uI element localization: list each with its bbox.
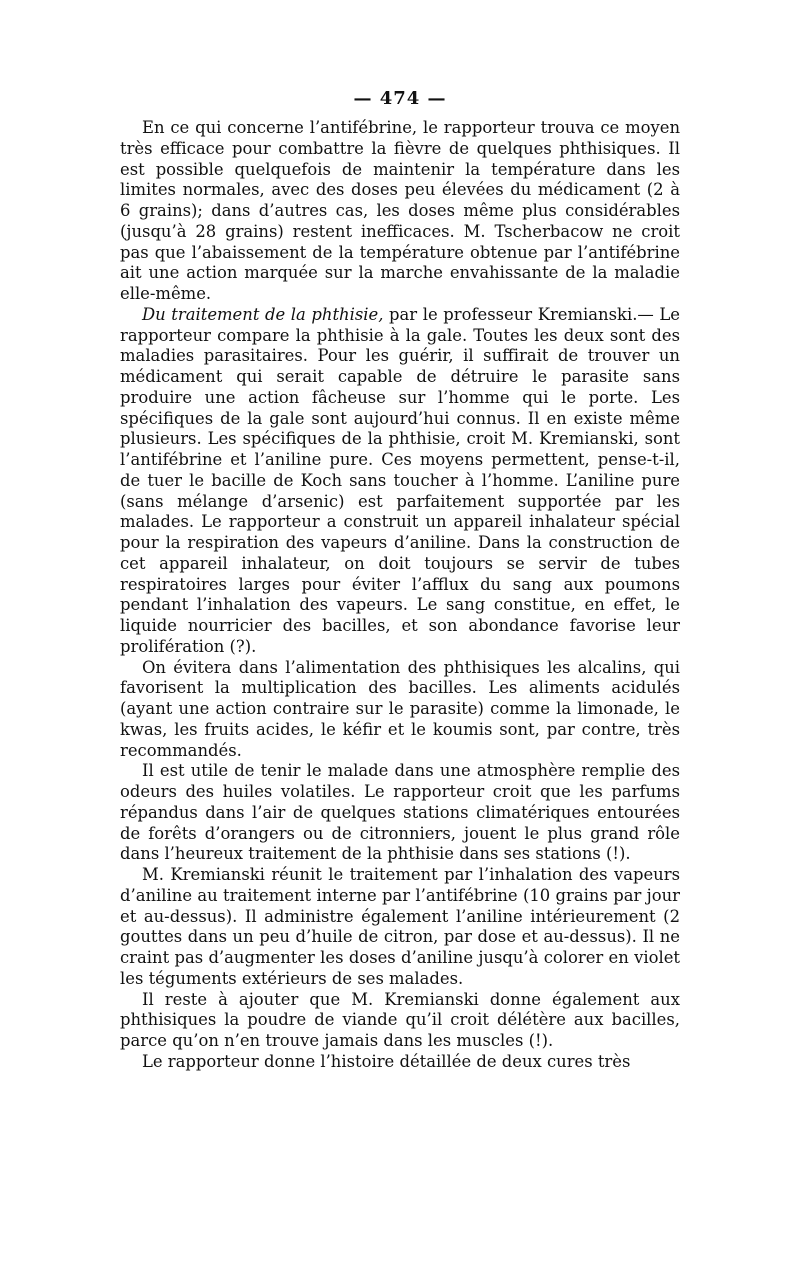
paragraph-text: Le rapporteur donne l’histoire détaillée de deux cures très [142, 1051, 631, 1071]
paragraph-text: On évitera dans l’alimentation des phthisiques les alcalins, qui favorisent la multiplication des bacilles. Les aliments acidulés (ayant une action contraire sur le parasite) comme la limonade, le kwas, les fruits acides, le kéfir et le koumis sont, par contre, très recommandés. [120, 657, 680, 760]
paragraph-text: En ce qui concerne l’antifébrine, le rapporteur trouva ce moyen très efficace pour combattre la fièvre de quelques phthisiques. Il est possible quelquefois de maintenir la température dans les limites normales, avec des doses peu élevées du médicament (2 à 6 grains); dans d’autres cas, les doses même plus considérables (jusqu’à 28 grains) restent inefficaces. M. Tscherbacow ne croit pas que l’abaissement de la température obtenue par l’antifébrine ait une action marquée sur la marche envahissante de la maladie elle-même. [120, 118, 680, 303]
section-title: Du traitement de la phthisie, [142, 304, 384, 324]
paragraph-atmosphere [120, 761, 680, 865]
paragraph-inhalation [120, 865, 680, 990]
paragraph-text: Il est utile de tenir le malade dans une atmosphère remplie des odeurs des huiles volatiles. Le rapporteur croit que les parfums répandus dans l’air de quelques stations climatériques entourées de forêts d’orangers ou de citronniers, jouent le plus grand rôle dans l’heureux traitement de la phthisie dans ses stations (!). [120, 761, 680, 864]
paragraph-text: M. Kremianski réunit le traitement par l’inhalation des vapeurs d’aniline au traitement interne par l’antifébrine (10 grains par jour et au-dessus). Il administre également l’aniline intérieurement (2 gouttes dans un peu d’huile de citron, par dose et au-dessus). Il ne craint pas d’augmenter les doses d’aniline jusqu’à colorer en violet les téguments extérieurs de ses malades. [120, 865, 680, 988]
paragraph-cures [120, 1052, 680, 1073]
paragraph-antifebrine [120, 118, 680, 305]
paragraph-text: Il reste à ajouter que M. Kremianski donne également aux phthisiques la poudre de viande qu’il croit délétère aux bacilles, parce qu’on n’en trouve jamais dans les muscles (!). [120, 989, 680, 1050]
paragraph-poudre-viande [120, 990, 680, 1052]
paragraph-traitement-phthisie [120, 305, 680, 658]
paragraph-alimentation [120, 658, 680, 762]
page-number: — 474 — [353, 88, 447, 109]
paragraph-text: par le professeur Kremianski.— Le rapporteur compare la phthisie à la gale. Toutes les deux sont des maladies parasitaires. Pour les guérir, il suffirait de trouver un médicament qui serait capable de détruire le parasite sans produire une action fâcheuse sur l’homme qui le porte. Les spécifiques de la gale sont aujourd’hui connus. Il en existe même plusieurs. Les spécifiques de la phthisie, croit M. Kremianski, sont l’antifébrine et l’aniline pure. Ces moyens permettent, pense-t-il, de tuer le bacille de Koch sans toucher à l’homme. L’aniline pure (sans mélange d’arsenic) est parfaitement supportée par les malades. Le rapporteur a construit un appareil inhalateur spécial pour la respiration des vapeurs d’aniline. Dans la construction de cet appareil inhalateur, on doit toujours se servir de tubes respiratoires larges pour éviter l’afflux du sang aux poumons pendant l’inhalation des vapeurs. Le sang constitue, en effet, le liquide nourricier des bacilles, et son abondance favorise leur prolifération (?). [120, 304, 680, 656]
page-body [120, 118, 680, 1073]
